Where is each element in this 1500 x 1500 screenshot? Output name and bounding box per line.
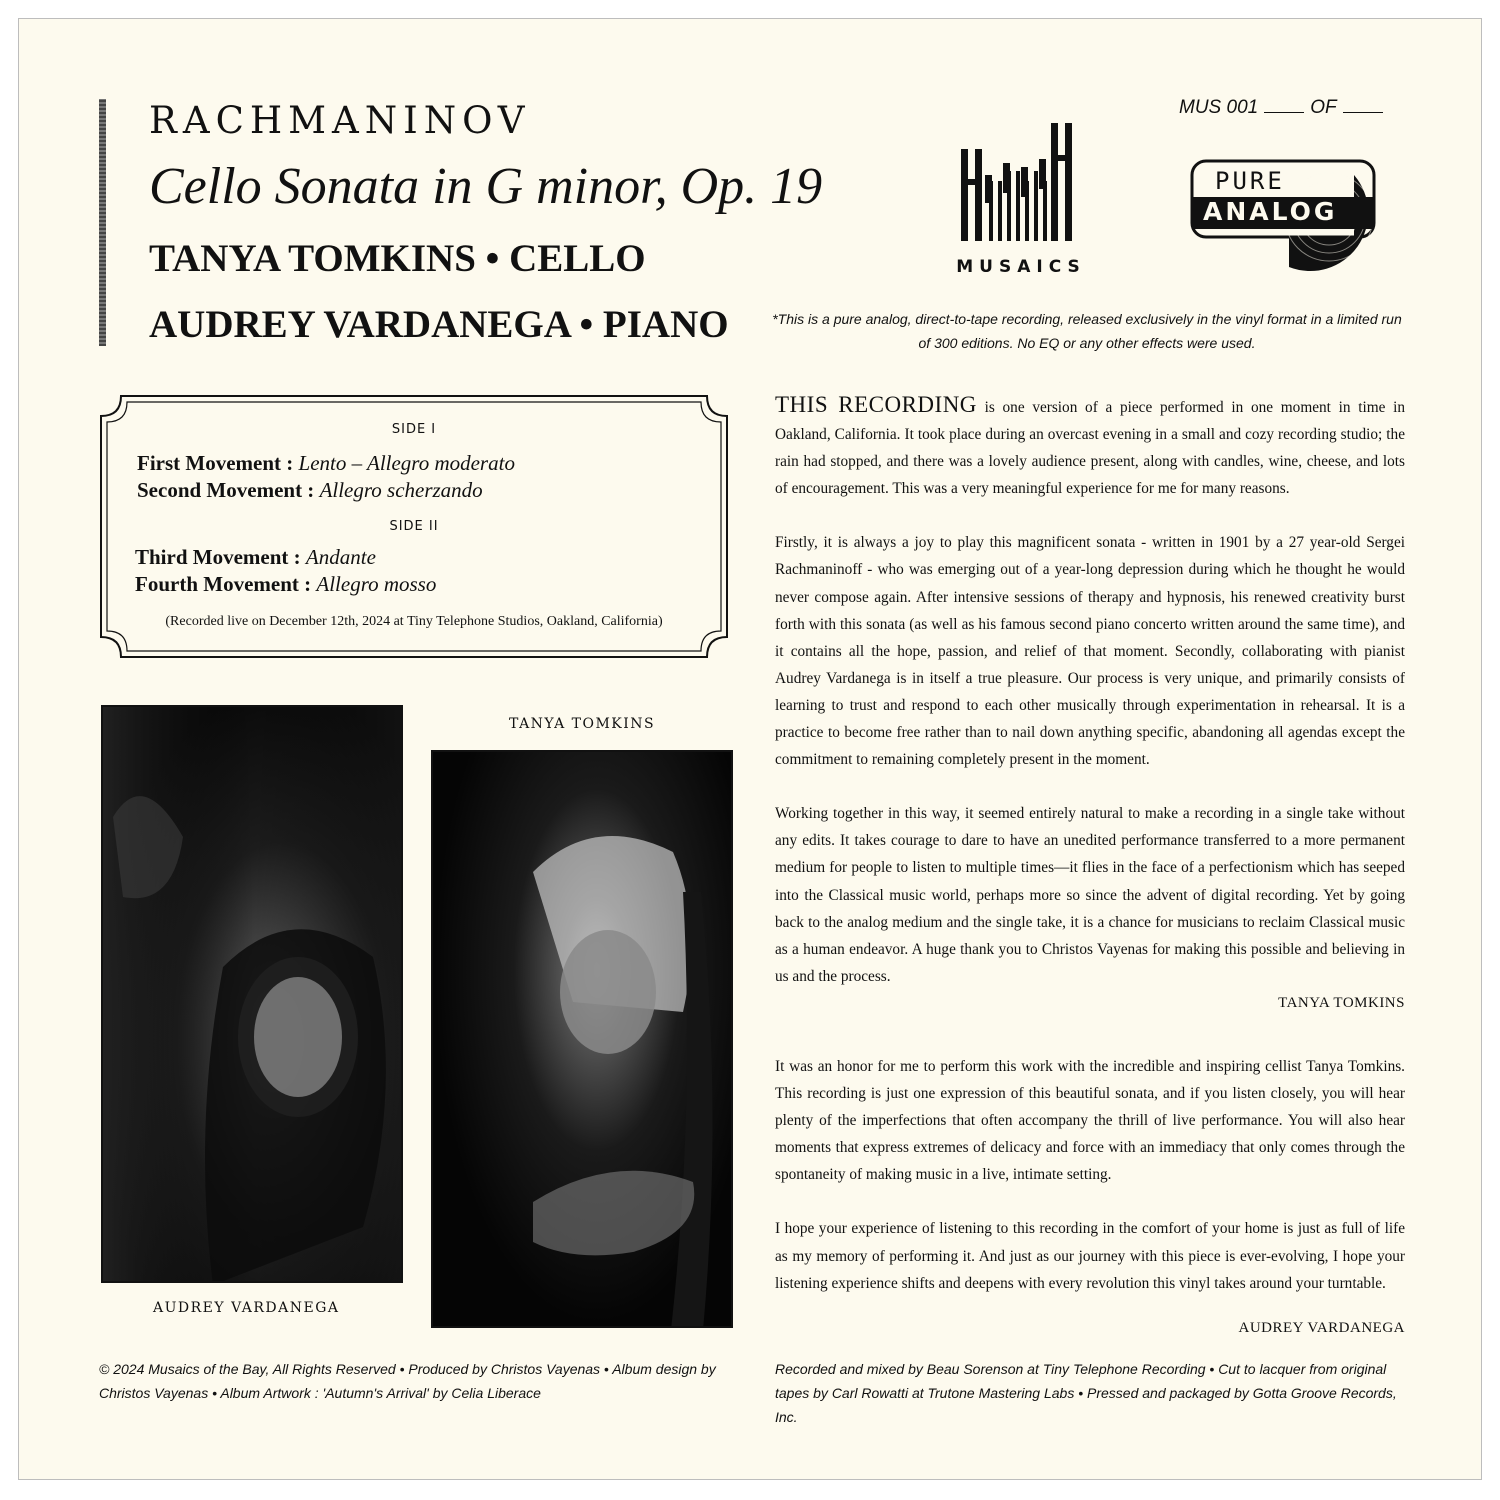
recording-note: (Recorded live on December 12th, 2024 at Tiny Telephone Studios, Oakland, California) — [165, 614, 663, 629]
analog-word: ANALOG — [1203, 197, 1338, 226]
side-two-label: SIDE II — [389, 519, 439, 534]
pure-word: PURE — [1215, 167, 1285, 195]
photo-tanya-art — [433, 752, 733, 1328]
movement-3-name: Third Movement : — [135, 545, 301, 569]
liner-p1-text: is one version of a piece performed in one moment in time in Oakland, California. It took place during an overcast evening in a small and cozy recording studio; the rain had stopped, and there was a lovely audience present, along with candles, wine, cheese, and lots of encouragement. This was a very meaningful experience for me for many reasons. — [775, 399, 1405, 498]
signature-audrey: AUDREY VARDANEGA — [1238, 1319, 1405, 1336]
movement-1 — [137, 451, 515, 476]
edition-number — [1179, 97, 1389, 119]
movement-3 — [135, 545, 376, 570]
movement-2-tempo: Allegro scherzando — [319, 478, 483, 502]
liner-paragraph-3: Working together in this way, it seemed entirely natural to make a recording in a single take without any edits. It takes courage to dare to have an unedited performance transferred to a more permanent medium for people to listen to multiple times—it flies in the face of a perfectionism which has seeped into the Classical music world, perhaps more so since the advent of digital recording. Yet by going back to the analog medium and the single take, it is a chance for musicians to reclaim Classical music as a human endeavor. A huge thank you to Christos Vayenas for making this possible and believing in us and the process. — [775, 805, 1405, 985]
photo-tanya-tomkins — [431, 750, 733, 1328]
movement-1-name: First Movement : — [137, 451, 294, 475]
movement-2 — [137, 478, 483, 503]
liner-lead: THIS RECORDING — [775, 392, 977, 417]
footer-credits-left: © 2024 Musaics of the Bay, All Rights Reserved • Produced by Christos Vayenas • Album design by Christos Vayenas • Album Artwork : 'Autumn's Arrival' by Celia Liberace — [99, 1361, 716, 1401]
liner-paragraph-5: I hope your experience of listening to this recording in the comfort of your home is just as full of life as my memory of performing it. And just as our journey with this piece is ever-evolving, I hope your listening experience shifts and deepens with every revolution this vinyl takes around your turntable. — [775, 1220, 1405, 1292]
movement-4-tempo: Allegro mosso — [316, 572, 437, 596]
edition-of: OF — [1310, 97, 1337, 118]
movement-3-tempo: Andante — [305, 545, 376, 569]
signature-tanya: TANYA TOMKINS — [1278, 994, 1405, 1011]
liner-paragraph-2: Firstly, it is always a joy to play this magnificent sonata - written in 1901 by a 27 year-old Sergei Rachmaninoff - who was emerging out of a year-long depression during which he thought he would never compose again. After intensive sessions of therapy and hypnosis, his renewed creativity burst forth with this sonata (as well as his famous second piano concerto written around the same time), and it contains all the hope, passion, and relief of that moment. Secondly, collaborating with pianist Audrey Vardanega is in itself a true pleasure. Our process is very unique, and primarily consists of learning to trust and respond to each other musically through experimentation in rehearsal. It is a practice to become free rather than to nail down anything specific, abandoning all agendas except the commitment to remaining completely present in the moment. — [775, 534, 1405, 769]
musaics-logo — [951, 119, 1091, 279]
composer-name: RACHMANINOV — [149, 99, 531, 142]
musaics-wordmark: MUSAICS — [956, 257, 1086, 277]
liner-paragraph-4: It was an honor for me to perform this work with the incredible and inspiring cellist Tanya Tomkins. This recording is just one expression of this beautiful sonata, and if you listen closely, you will hear plenty of the imperfections that often accompany the thrill of live performance. You will also hear moments that express extremes of delicacy and force with an immediacy that only comes through the spontaneity of making music in a live, intimate setting. — [775, 1057, 1405, 1184]
edition-prefix: MUS 001 — [1179, 97, 1259, 118]
analog-disclaimer: *This is a pure analog, direct-to-tape recording, released exclusively in the vinyl format in a limited run of 300 editions. No EQ or any other effects were used. — [772, 311, 1402, 351]
movement-1-tempo: Lento – Allegro moderato — [298, 451, 515, 475]
photo-audrey-vardanega — [101, 705, 403, 1283]
movement-2-name: Second Movement : — [137, 478, 315, 502]
performer-cello: TANYA TOMKINS • CELLO — [149, 237, 646, 280]
movement-4-name: Fourth Movement : — [135, 572, 312, 596]
performer-piano: AUDREY VARDANEGA • PIANO — [149, 303, 729, 346]
liner-paragraph-1 — [775, 391, 1405, 502]
album-back-cover — [18, 18, 1482, 1480]
footer-credits-right: Recorded and mixed by Beau Sorenson at Tiny Telephone Recording • Cut to lacquer from original tapes by Carl Rowatti at Trutone Mastering Labs • Pressed and packaged by Gotta Groove Records, Inc. — [775, 1361, 1397, 1425]
caption-audrey: AUDREY VARDANEGA — [153, 1300, 340, 1316]
photo-audrey-art — [103, 707, 403, 1283]
title-accent-bar — [99, 99, 106, 346]
tracklist-box — [99, 394, 729, 659]
work-title: Cello Sonata in G minor, Op. 19 — [149, 158, 823, 215]
musaics-logo-mark — [951, 119, 1091, 279]
side-one-label: SIDE I — [391, 422, 437, 437]
liner-notes — [775, 391, 1405, 1342]
pure-analog-logo — [1189, 157, 1389, 277]
movement-4 — [135, 572, 436, 597]
caption-tanya: TANYA TOMKINS — [509, 716, 656, 732]
